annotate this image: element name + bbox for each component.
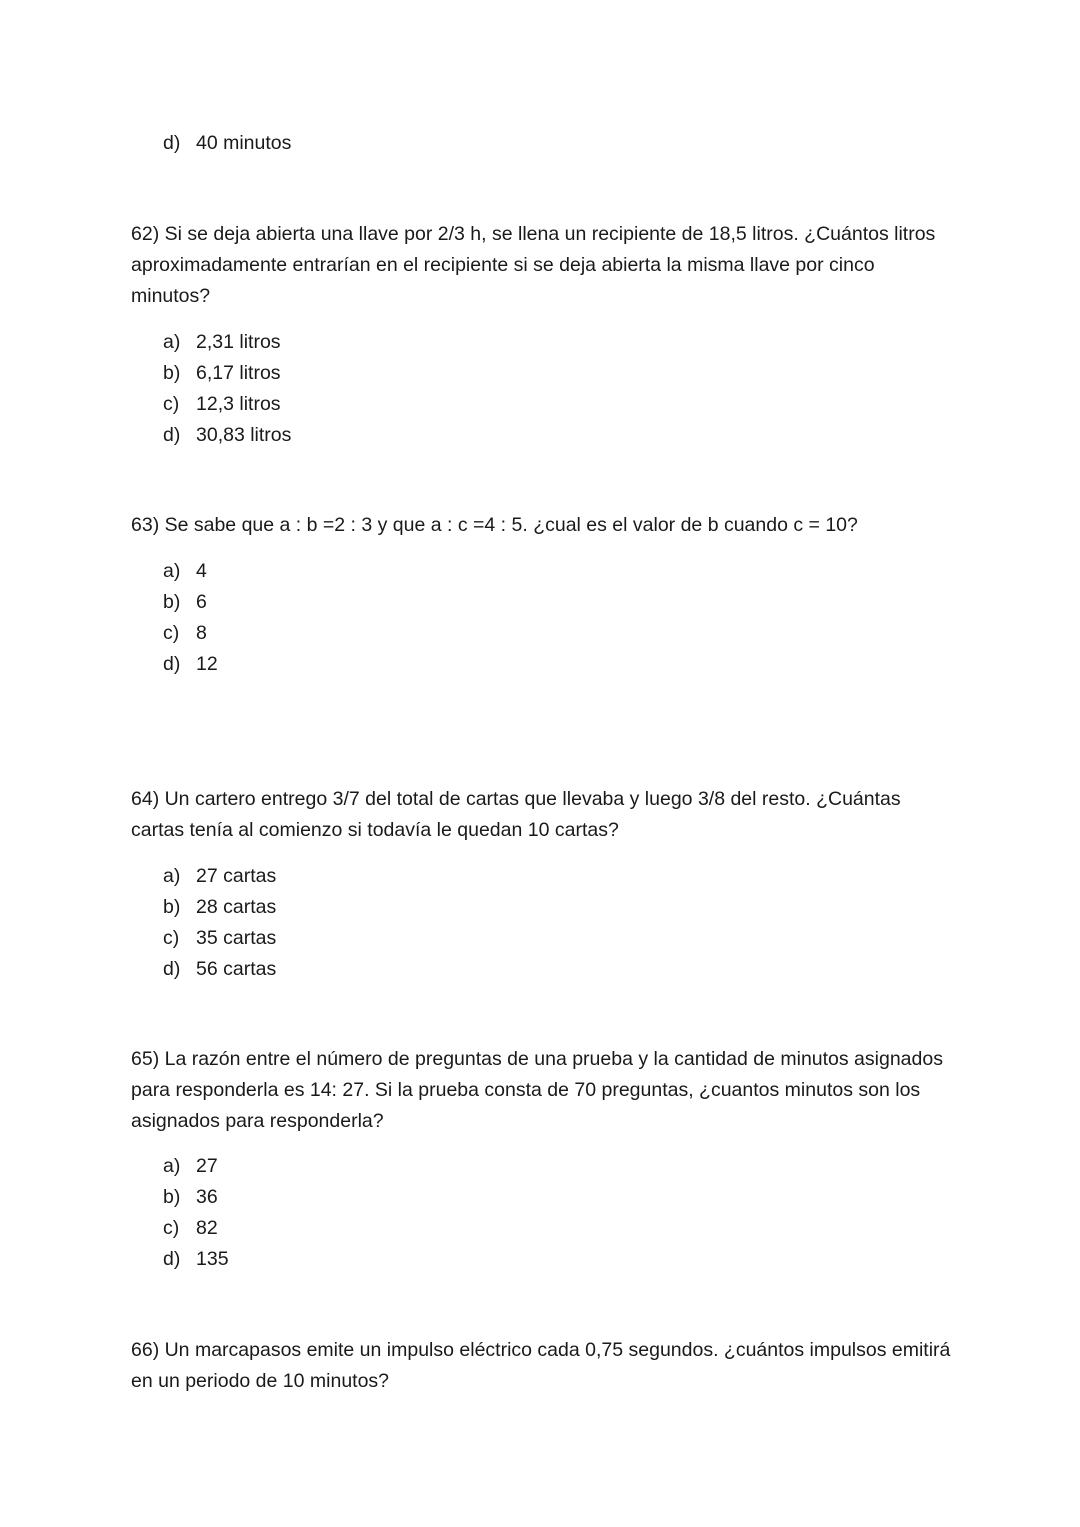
option-letter: d) bbox=[163, 958, 181, 980]
question-65-text: 65) La razón entre el número de preguntas de una prueba y la cantidad de minutos asignados para responderla es 14: 27. Si la prueba consta de 70 preguntas, ¿cuantos minutos son los asignados para responderla? bbox=[131, 1048, 943, 1132]
option-letter: c) bbox=[163, 622, 180, 644]
option-text: 135 bbox=[196, 1248, 229, 1270]
option-text: 82 bbox=[196, 1217, 218, 1239]
question-63-text: 63) Se sabe que a : b =2 : 3 y que a : c =4 : 5. ¿cual es el valor de b cuando c = 10? bbox=[131, 514, 858, 536]
option-letter: b) bbox=[163, 1186, 181, 1208]
option-letter: c) bbox=[163, 1217, 180, 1239]
option-item bbox=[163, 389, 291, 420]
question-64-options bbox=[163, 861, 276, 985]
question-63-options bbox=[163, 556, 218, 680]
option-letter: d) bbox=[163, 424, 181, 446]
option-text: 36 bbox=[196, 1186, 218, 1208]
option-item bbox=[163, 1213, 229, 1244]
option-text: 56 cartas bbox=[196, 958, 277, 980]
option-text: 40 minutos bbox=[196, 132, 292, 154]
question-62-text: 62) Si se deja abierta una llave por 2/3 h, se llena un recipiente de 18,5 litros. ¿Cuántos litros aproximadamente entrarían en el recipiente si se deja abierta la misma llave por cinco minutos? bbox=[131, 223, 936, 307]
option-text: 2,31 litros bbox=[196, 331, 281, 353]
option-item bbox=[163, 420, 291, 451]
option-letter: b) bbox=[163, 896, 181, 918]
option-letter: d) bbox=[163, 653, 181, 675]
option-text: 30,83 litros bbox=[196, 424, 292, 446]
option-item bbox=[163, 358, 291, 389]
option-text: 12,3 litros bbox=[196, 393, 281, 415]
option-text: 12 bbox=[196, 653, 218, 675]
option-letter: a) bbox=[163, 331, 181, 353]
question-65-options bbox=[163, 1151, 229, 1275]
option-item bbox=[163, 327, 291, 358]
option-item bbox=[163, 1151, 229, 1182]
option-text: 27 cartas bbox=[196, 865, 277, 887]
option-letter: a) bbox=[163, 1155, 181, 1177]
option-item bbox=[163, 128, 291, 159]
option-item bbox=[163, 923, 276, 954]
option-letter: a) bbox=[163, 560, 181, 582]
option-item bbox=[163, 1244, 229, 1275]
option-text: 6,17 litros bbox=[196, 362, 281, 384]
option-letter: d) bbox=[163, 132, 181, 154]
option-letter: d) bbox=[163, 1248, 181, 1270]
option-item bbox=[163, 649, 218, 680]
question-62-options bbox=[163, 327, 291, 451]
option-item bbox=[163, 892, 276, 923]
option-text: 4 bbox=[196, 560, 207, 582]
question-66-text: 66) Un marcapasos emite un impulso eléctrico cada 0,75 segundos. ¿cuántos impulsos emitirá en un periodo de 10 minutos? bbox=[131, 1339, 951, 1392]
option-item bbox=[163, 861, 276, 892]
option-text: 28 cartas bbox=[196, 896, 277, 918]
option-letter: b) bbox=[163, 591, 181, 613]
option-list-fragment bbox=[163, 128, 291, 159]
option-item bbox=[163, 618, 218, 649]
option-item bbox=[163, 556, 218, 587]
option-text: 27 bbox=[196, 1155, 218, 1177]
option-letter: b) bbox=[163, 362, 181, 384]
question-64-text: 64) Un cartero entrego 3/7 del total de cartas que llevaba y luego 3/8 del resto. ¿Cuántas cartas tenía al comienzo si todavía le quedan 10 cartas? bbox=[131, 788, 901, 841]
option-text: 8 bbox=[196, 622, 207, 644]
option-text: 35 cartas bbox=[196, 927, 277, 949]
option-text: 6 bbox=[196, 591, 207, 613]
option-item bbox=[163, 587, 218, 618]
option-letter: a) bbox=[163, 865, 181, 887]
option-letter: c) bbox=[163, 927, 180, 949]
option-item bbox=[163, 954, 276, 985]
option-item bbox=[163, 1182, 229, 1213]
option-letter: c) bbox=[163, 393, 180, 415]
